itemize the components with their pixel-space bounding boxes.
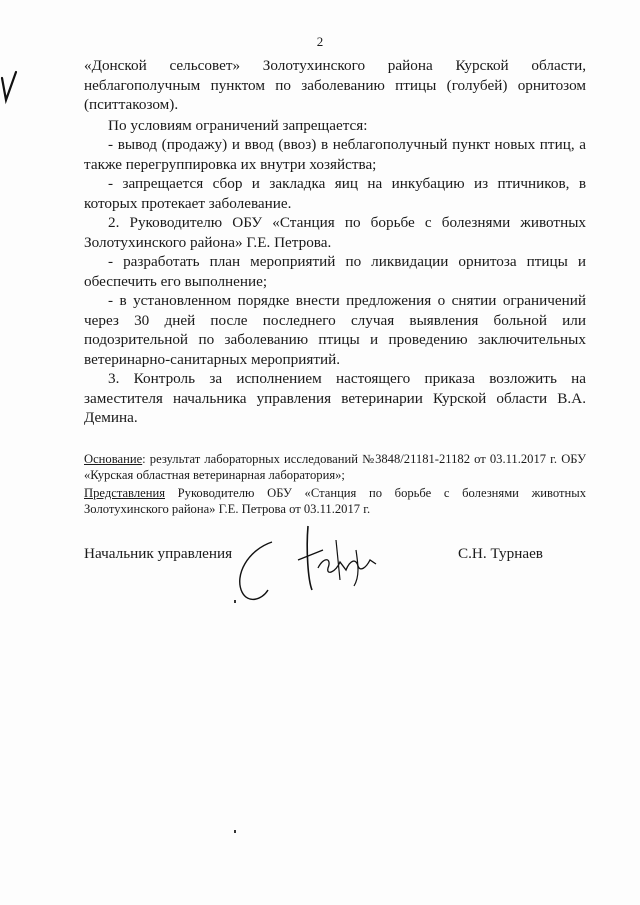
paragraph-restrictions-intro: По условиям ограничений запрещается: [108, 116, 368, 134]
margin-check-mark [0, 70, 20, 110]
paragraph-action-plan: - разработать план мероприятий по ликвидации орнитоза птицы и обеспечить его выполнение; [84, 253, 586, 290]
page-number: 2 [316, 34, 324, 49]
paragraph-item-2: 2. Руководителю ОБУ «Станция по борьбе с болезнями животных Золотухинского района» Г.Е. Петрова. [84, 214, 586, 251]
scan-speck [234, 600, 236, 603]
basis-label: Основание [84, 452, 143, 466]
basis-line [84, 452, 586, 483]
order-body [84, 56, 586, 428]
signatory-name: С.Н. Турнаев [458, 545, 543, 562]
representation-line [84, 486, 586, 517]
representation-label: Представления [84, 486, 165, 500]
paragraph-area-designation: «Донской сельсовет» Золотухинского района Курской области, неблагополучным пунктом по заболеванию птицы (голубей) орнитозом (пситтакозом). [84, 57, 586, 113]
basis-section [84, 452, 586, 517]
basis-text: : результат лабораторных исследований №3848/21181-21182 от 03.11.2017 г. ОБУ «Курская областная ветеринарная лаборатория»; [84, 452, 586, 482]
handwritten-signature [228, 520, 398, 620]
scan-speck [234, 830, 236, 833]
paragraph-lift-restrictions: - в установленном порядке внести предложения о снятии ограничений через 30 дней после последнего случая выявления больной или подозрительной по заболеванию птицы и проведению заключительных ветеринарно-санитарных мероприятий. [84, 292, 586, 368]
signatory-title: Начальник управления [84, 545, 233, 562]
representation-text: Руководителю ОБУ «Станция по борьбе с болезнями животных Золотухинского района» Г.Е. Петрова от 03.11.2017 г. [84, 486, 586, 516]
paragraph-item-3-control: 3. Контроль за исполнением настоящего приказа возложить на заместителя начальника управления ветеринарии Курской области В.А. Демина. [84, 370, 586, 426]
paragraph-restriction-bird-transfer: - вывод (продажу) и ввод (ввоз) в неблагополучный пункт новых птиц, а также перегруппировка их внутри хозяйства; [84, 136, 586, 173]
paragraph-restriction-egg-collection: - запрещается сбор и закладка яиц на инкубацию из птичников, в которых протекает заболевание. [84, 175, 586, 212]
